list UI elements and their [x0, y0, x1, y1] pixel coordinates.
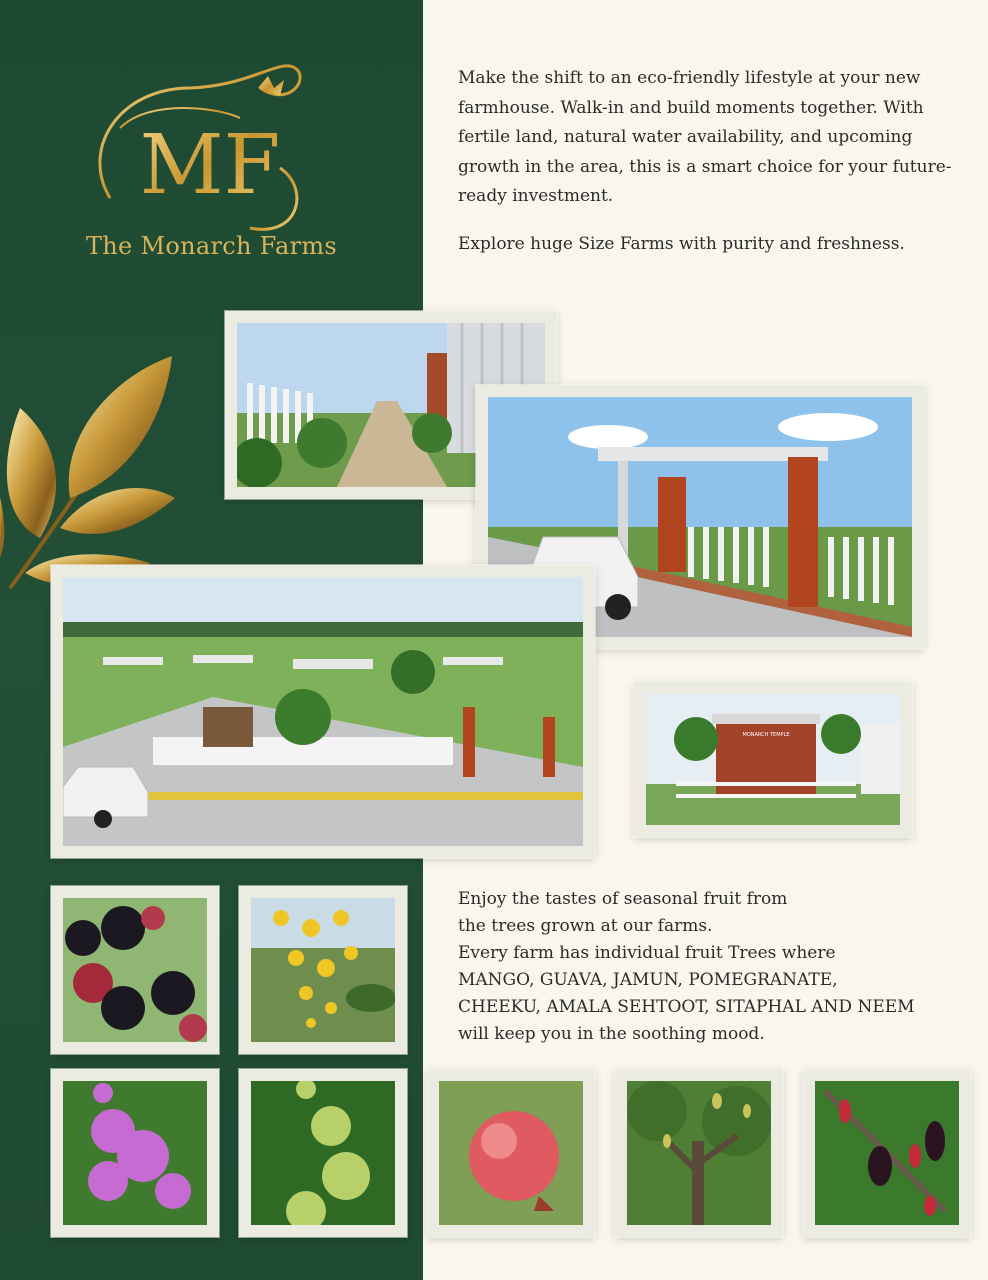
- yellow-flower-photo: [239, 886, 407, 1054]
- mango-tree-photo: [615, 1069, 783, 1237]
- amla-photo: [239, 1069, 407, 1237]
- fruit-text: [458, 886, 968, 1048]
- fruit-line-6: will keep you in the soothing mood.: [458, 1024, 765, 1044]
- aerial-layout-photo: [51, 565, 595, 858]
- intro-paragraph-2: Explore huge Size Farms with purity and freshness.: [458, 233, 905, 254]
- fruit-line-2: the trees grown at our farms.: [458, 916, 713, 936]
- blackberry-photo: [51, 886, 219, 1054]
- fruit-line-3: Every farm has individual fruit Trees where: [458, 943, 836, 963]
- fruit-line-1: Enjoy the tastes of seasonal fruit from: [458, 889, 788, 909]
- intro-paragraph-1: Make the shift to an eco-friendly lifestyle at your new farmhouse. Walk-in and build moments together. With fertile land, natural water availability, and upcoming growth in the area, this is a smart choice for your future-ready investment.: [458, 68, 952, 206]
- fruit-line-4: MANGO, GUAVA, JAMUN, POMEGRANATE,: [458, 970, 838, 990]
- temple-sign: MONARCH TEMPLE: [742, 732, 790, 738]
- pomegranate-photo: [427, 1069, 595, 1237]
- gold-leaf-icon: [0, 348, 185, 596]
- fruit-line-5: CHEEKU, AMALA SEHTOOT, SITAPHAL AND NEEM: [458, 997, 915, 1017]
- intro-text: [458, 64, 958, 259]
- brand-name: The Monarch Farms: [85, 232, 338, 260]
- mulberry-photo: [803, 1069, 971, 1237]
- purple-flower-photo: [51, 1069, 219, 1237]
- logo-monogram: MF: [139, 118, 281, 213]
- temple-photo: [634, 682, 912, 837]
